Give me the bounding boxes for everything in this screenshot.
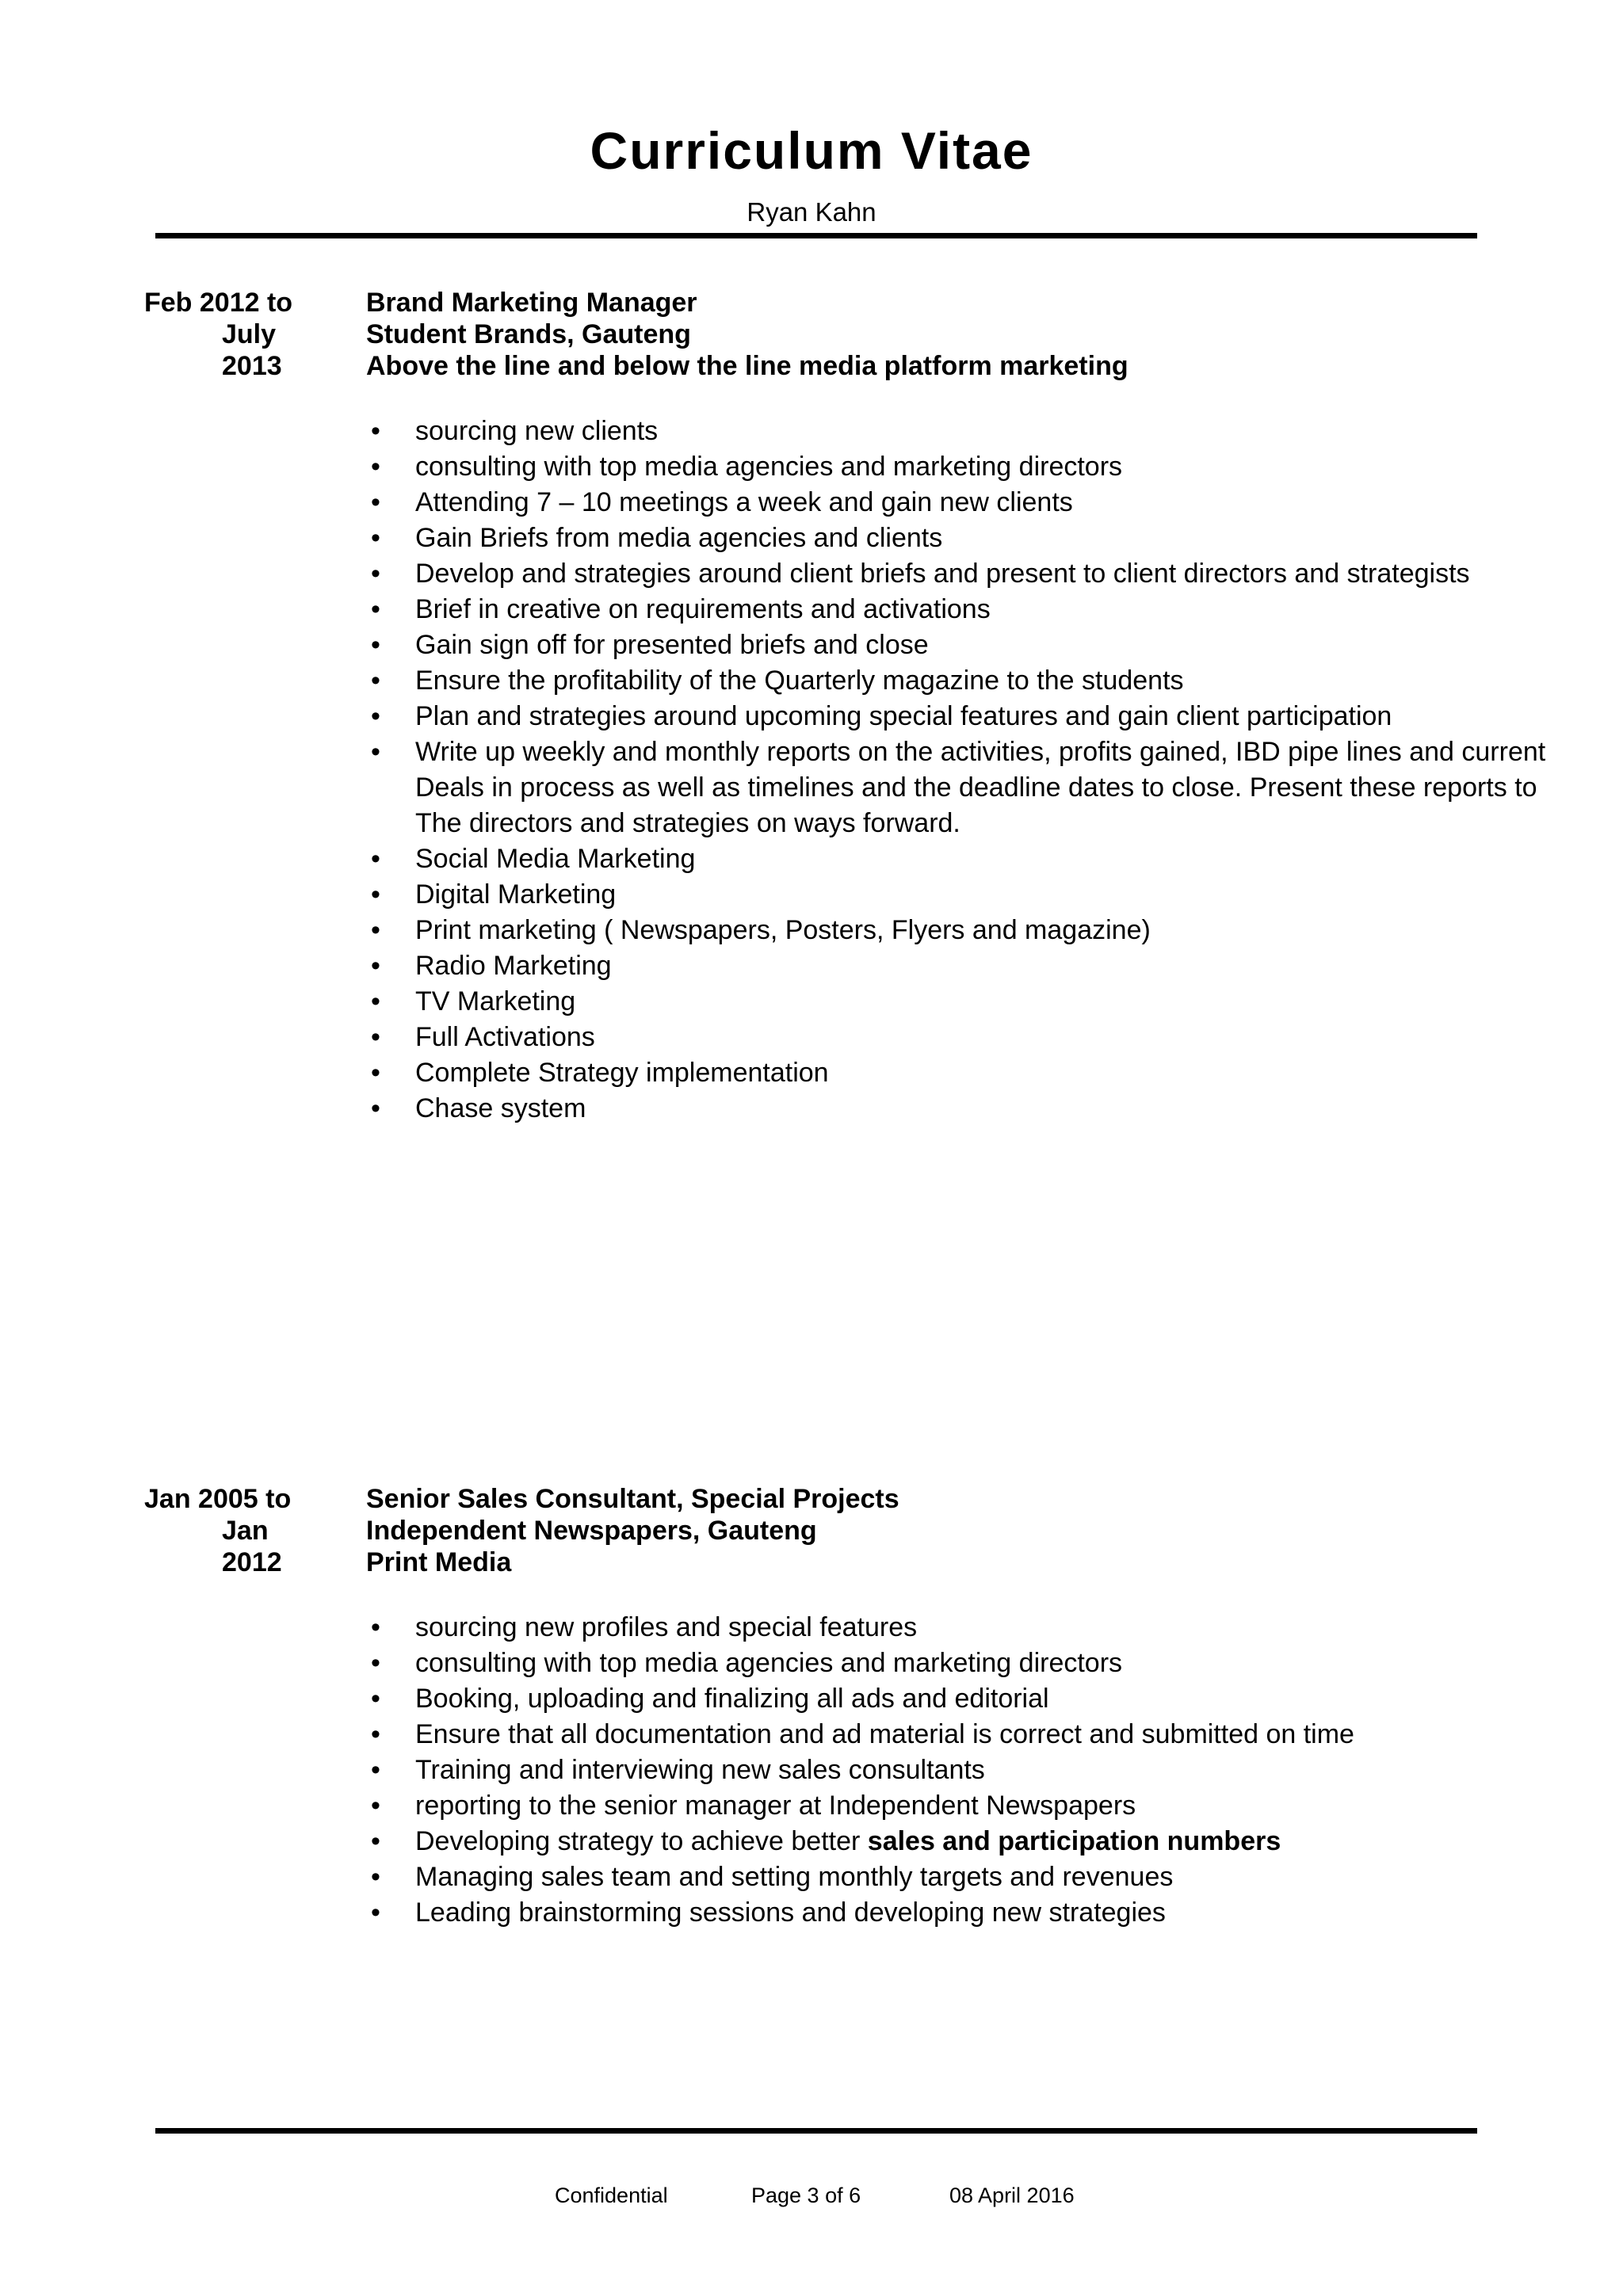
list-item-text: Radio Marketing (415, 951, 612, 981)
date-line: 2013 (222, 351, 282, 381)
bullet-icon: • (371, 1826, 380, 1856)
entry-date-range (119, 287, 293, 382)
list-item-text: Full Activations (415, 1022, 595, 1052)
list-item-text: sourcing new clients (415, 416, 659, 446)
footer-divider (155, 2128, 1477, 2134)
bullet-icon: • (371, 594, 380, 624)
bullet-icon: • (371, 1684, 380, 1714)
responsibility-list (366, 414, 1587, 1127)
bullet-icon: • (371, 915, 380, 945)
date-line: Jan 2005 to (144, 1484, 292, 1514)
list-item (366, 1091, 1587, 1127)
list-item (366, 1895, 1587, 1931)
bullet-icon: • (371, 630, 380, 660)
list-item (366, 1681, 1587, 1717)
bullet-icon: • (371, 487, 380, 517)
list-item-text: Digital Marketing (415, 879, 617, 910)
list-item-text: Booking, uploading and finalizing all ads and editorial (415, 1684, 1049, 1714)
bullet-icon: • (371, 737, 380, 767)
list-item (366, 1610, 1587, 1646)
list-item (366, 485, 1587, 521)
bullet-icon: • (371, 1719, 380, 1749)
date-line: 2012 (222, 1547, 282, 1577)
list-item (366, 1020, 1587, 1055)
list-item-text: Gain Briefs from media agencies and clients (415, 523, 943, 553)
bullet-icon: • (371, 1791, 380, 1821)
list-item-text: Managing sales team and setting monthly targets and revenues (415, 1862, 1174, 1892)
date-line: July (222, 319, 277, 349)
candidate-name: Ryan Kahn (747, 197, 876, 227)
job-title: Senior Sales Consultant, Special Projects (366, 1484, 899, 1514)
company-name: Independent Newspapers, Gauteng (366, 1516, 817, 1546)
bullet-icon: • (371, 452, 380, 482)
bullet-icon: • (371, 879, 380, 910)
list-item (366, 877, 1587, 913)
bullet-icon: • (371, 523, 380, 553)
list-item (366, 627, 1587, 663)
bullet-icon: • (371, 1897, 380, 1928)
list-item (366, 841, 1587, 877)
list-item-emphasis: sales and participation numbers (867, 1826, 1281, 1856)
list-item (366, 663, 1587, 699)
list-item (366, 1753, 1587, 1788)
list-item-text: Ensure that all documentation and ad material is correct and submitted on time (415, 1719, 1354, 1749)
list-item (366, 1788, 1587, 1824)
list-item (366, 414, 1587, 449)
list-item-text: Complete Strategy implementation (415, 1058, 829, 1088)
bullet-icon: • (371, 1058, 380, 1088)
list-item-text: reporting to the senior manager at Independent Newspapers (415, 1791, 1136, 1821)
list-item-text: Training and interviewing new sales consultants (415, 1755, 985, 1785)
list-item (366, 1646, 1587, 1681)
list-item (366, 699, 1587, 734)
list-item (366, 592, 1587, 627)
list-item-text: Attending 7 – 10 meetings a week and gain new clients (415, 487, 1073, 517)
date-line: Feb 2012 to (144, 288, 293, 318)
bullet-icon: • (371, 1612, 380, 1642)
page-title: Curriculum Vitae (590, 121, 1033, 180)
bullet-icon: • (371, 986, 380, 1016)
list-item-text: sourcing new profiles and special features (415, 1612, 918, 1642)
footer-confidential: Confidential (555, 2183, 668, 2207)
responsibility-list (366, 1610, 1587, 1931)
list-item (366, 1859, 1587, 1895)
list-item-text: TV Marketing (415, 986, 576, 1016)
date-line: Jan (222, 1516, 269, 1546)
job-focus: Print Media (366, 1547, 512, 1577)
bullet-icon: • (371, 1755, 380, 1785)
list-item (366, 1824, 1587, 1859)
job-title: Brand Marketing Manager (366, 288, 697, 318)
list-item-text: Print marketing ( Newspapers, Posters, Flyers and magazine) (415, 915, 1151, 945)
entry-date-range (119, 1483, 293, 1578)
list-item (366, 984, 1587, 1020)
list-item-text: Developing strategy to achieve better (415, 1826, 868, 1856)
list-item-text: Develop and strategies around client briefs and present to client directors and strategists (415, 559, 1470, 589)
list-item (366, 1717, 1587, 1753)
list-item (366, 1055, 1587, 1091)
bullet-icon: • (371, 666, 380, 696)
list-item-text: Social Media Marketing (415, 844, 696, 874)
entry-heading (366, 1483, 1587, 1578)
bullet-icon: • (371, 559, 380, 589)
list-item (366, 948, 1587, 984)
list-item (366, 449, 1587, 485)
bullet-icon: • (371, 844, 380, 874)
list-item-text: Chase system (415, 1093, 586, 1123)
list-item-text: consulting with top media agencies and marketing directors (415, 452, 1123, 482)
entry-heading (366, 287, 1587, 382)
list-item (366, 521, 1587, 556)
list-item-text: Ensure the profitability of the Quarterly magazine to the students (415, 666, 1184, 696)
list-item-text: Gain sign off for presented briefs and close (415, 630, 929, 660)
bullet-icon: • (371, 1022, 380, 1052)
bullet-icon: • (371, 1862, 380, 1892)
list-item-text: Plan and strategies around upcoming special features and gain client participation (415, 701, 1392, 731)
bullet-icon: • (371, 951, 380, 981)
footer-date: 08 April 2016 (949, 2183, 1075, 2207)
job-focus: Above the line and below the line media platform marketing (366, 351, 1128, 381)
list-item (366, 734, 1587, 841)
list-item (366, 913, 1587, 948)
bullet-icon: • (371, 416, 380, 446)
list-item-text: Write up weekly and monthly reports on the activities, profits gained, IBD pipe lines and current Deals in process as well as timelines and the deadline dates to close. Present these reports to The directors and strategies on ways forward. (415, 737, 1546, 838)
bullet-icon: • (371, 701, 380, 731)
footer-page-number: Page 3 of 6 (751, 2183, 861, 2207)
list-item (366, 556, 1587, 592)
list-item-text: Leading brainstorming sessions and developing new strategies (415, 1897, 1166, 1928)
bullet-icon: • (371, 1093, 380, 1123)
company-name: Student Brands, Gauteng (366, 319, 691, 349)
list-item-text: Brief in creative on requirements and activations (415, 594, 991, 624)
bullet-icon: • (371, 1648, 380, 1678)
header-divider (155, 233, 1477, 238)
list-item-text: consulting with top media agencies and marketing directors (415, 1648, 1123, 1678)
